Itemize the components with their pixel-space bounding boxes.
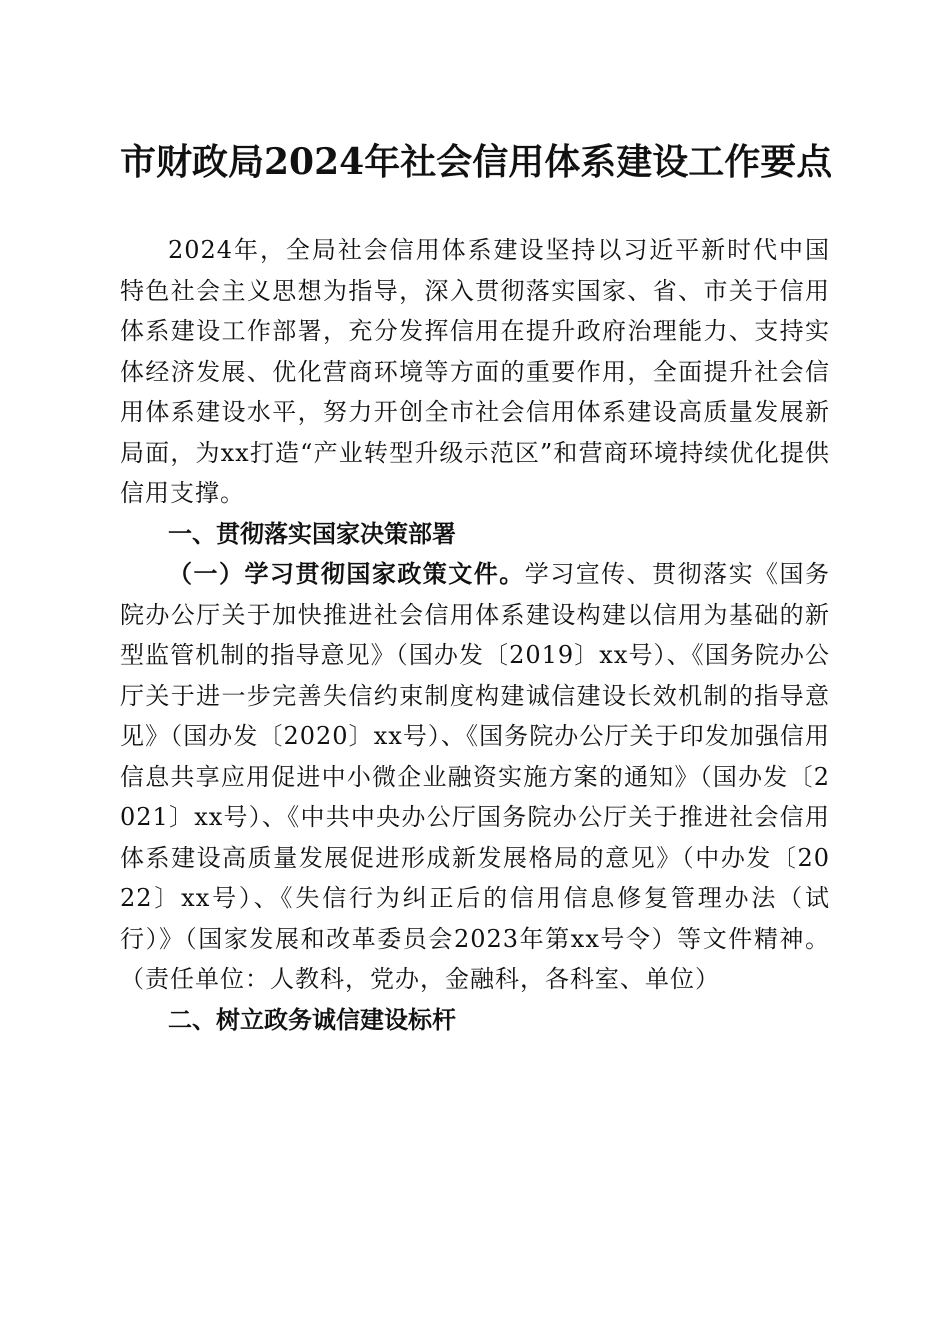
item-1-text: 学习宣传、贯彻落实《国务院办公厅关于加快推进社会信用体系建设构建以信用为基础的新型监管机制的指导意见》（国办发〔2019〕xx号）、《国务院办公厅关于进一步完善失信约束制度构建诚信建设长效机制的指导意见》（国办发〔2020〕xx号）、《国务院办公厅关于印发加强信用信息共享应用促进中小微企业融资实施方案的通知》（国办发〔2021〕xx号）、《中共中央办公厅国务院办公厅关于推进社会信用体系建设高质量发展促进形成新发展格局的意见》（中办发〔2022〕xx号）、《失信行为纠正后的信用信息修复管理办法（试行）》（国家发展和改革委员会2023年第xx号令）等文件精神。（责任单位：人教科，党办，金融科，各科室、单位） (120, 560, 831, 993)
intro-paragraph: 2024年，全局社会信用体系建设坚持以习近平新时代中国特色社会主义思想为指导，深入贯彻落实国家、省、市关于信用体系建设工作部署，充分发挥信用在提升政府治理能力、支持实体经济发展、优化营商环境等方面的重要作用，全面提升社会信用体系建设水平，努力开创全市社会信用体系建设高质量发展新局面，为xx打造“产业转型升级示范区”和营商环境持续优化提供信用支撑。 (120, 236, 830, 507)
item-1-lead: （一）学习贯彻国家政策文件。 (168, 559, 525, 588)
section-2-heading: 二、树立政务诚信建设标杆 (168, 1005, 456, 1034)
document-body (120, 230, 830, 1040)
section-1-heading: 一、贯彻落实国家决策部署 (168, 519, 456, 548)
document-title: 市财政局2024年社会信用体系建设工作要点 (120, 141, 833, 183)
section-1-item-1 (120, 554, 830, 1000)
